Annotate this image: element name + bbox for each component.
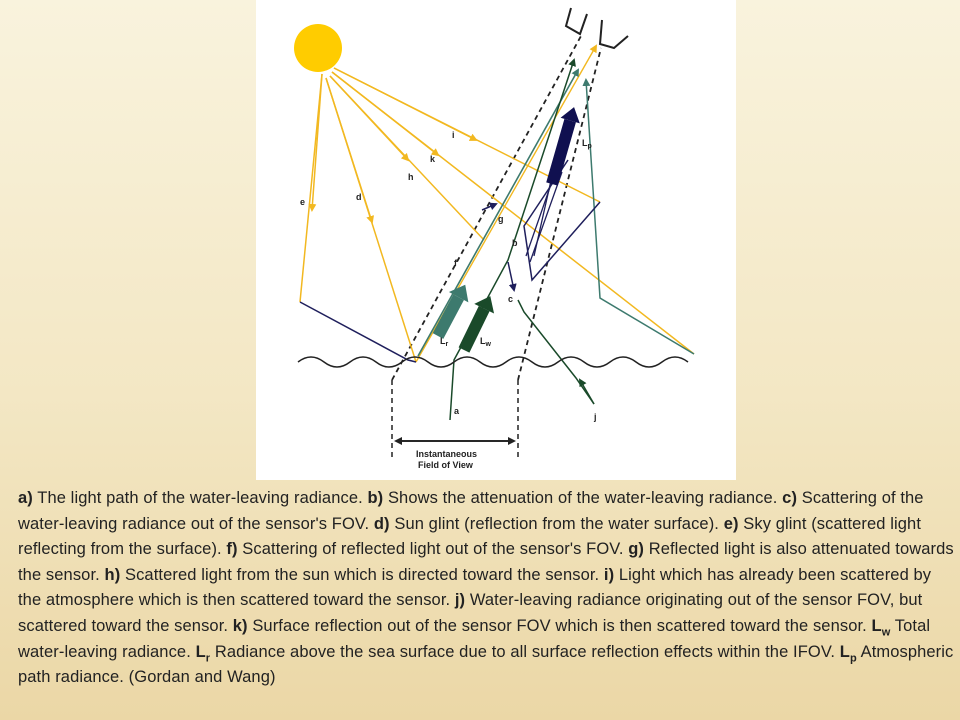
- remote-sensing-diagram: [256, 0, 736, 480]
- ray-skyglint: [300, 302, 416, 362]
- label-j: j: [594, 412, 597, 422]
- label-g: g: [498, 214, 504, 224]
- diagram-panel: [256, 0, 736, 480]
- label-a: a: [454, 406, 460, 416]
- caption-key: d): [373, 514, 390, 533]
- caption-key: e): [723, 514, 739, 533]
- sun-icon: [294, 24, 342, 72]
- caption-text: The light path of the water-leaving radiance.: [32, 489, 368, 507]
- caption-key: f): [226, 540, 238, 559]
- caption-text: Sky glint (scattered light reflecting from the surface).: [18, 514, 922, 559]
- caption-text: Scattering of reflected light out of the sensor's FOV.: [237, 540, 629, 559]
- ray-path-fan: [534, 176, 552, 256]
- label-d: d: [356, 192, 362, 202]
- caption-text: Shows the attenuation of the water-leaving radiance.: [383, 489, 783, 507]
- caption-text: Light which has already been scattered by the atmosphere which is then scattered toward the sensor.: [18, 565, 932, 610]
- caption-key: L: [195, 642, 206, 661]
- arrow-lp: [542, 104, 583, 186]
- caption-text: Scattered light from the sun which is directed toward the sensor.: [120, 565, 604, 584]
- fov-label-line2: Field of View: [418, 460, 473, 470]
- label-b: b: [512, 238, 518, 248]
- caption-text: Scattering of the water-leaving radiance out of the sensor's FOV.: [18, 489, 924, 533]
- ray-reflected-teal: [418, 70, 578, 356]
- caption-key: L: [839, 642, 850, 661]
- label-e: e: [300, 197, 306, 207]
- caption-key-subscript: w: [881, 626, 891, 639]
- caption-key: b): [367, 489, 384, 507]
- caption-key: j): [454, 591, 466, 610]
- caption: [18, 486, 954, 691]
- label-k: k: [430, 154, 436, 164]
- caption-text: Surface reflection out of the sensor FOV which is then scattered toward the sensor.: [247, 616, 872, 635]
- sensor-icon: [600, 20, 628, 48]
- caption-key: g): [628, 540, 645, 559]
- caption-key: h): [104, 565, 121, 584]
- ray-k-teal: [586, 80, 694, 354]
- label-lw: $L_w$: [480, 336, 491, 348]
- label-lr: $L_r$: [440, 336, 449, 348]
- caption-key-subscript: p: [849, 651, 857, 664]
- fov-label-line1: Instantaneous: [416, 449, 478, 459]
- ray-e: [300, 74, 322, 302]
- caption-key-subscript: r: [205, 651, 211, 664]
- sensor-icon: [566, 8, 587, 34]
- sea-surface: [298, 357, 688, 367]
- caption-text: Reflected light is also attenuated towards the sensor.: [18, 540, 954, 584]
- ray-e-arrow: [312, 74, 322, 210]
- ray-j-arrow: [580, 380, 594, 404]
- caption-key: L: [871, 616, 882, 635]
- caption-text: Total water-leaving radiance.: [18, 616, 931, 661]
- caption-text: Water-leaving radiance originating out of the sensor FOV, but scattered toward the sensor.: [18, 591, 923, 635]
- caption-text: Atmospheric path radiance. (Gordan and Wang): [18, 642, 954, 687]
- label-h: h: [408, 172, 414, 182]
- caption-key: i): [603, 565, 615, 584]
- label-c: c: [508, 294, 514, 304]
- caption-text: Sun glint (reflection from the water surface).: [389, 514, 724, 533]
- label-lp: $L_p$: [582, 138, 592, 150]
- label-f: f: [454, 258, 457, 268]
- caption-key: a): [18, 489, 33, 507]
- label-i: i: [452, 130, 455, 140]
- caption-text: Radiance above the sea surface due to all surface reflection effects within the IFOV.: [210, 642, 840, 661]
- caption-key: k): [232, 616, 248, 635]
- ray-c-arrow: [508, 262, 514, 290]
- caption-key: c): [782, 489, 798, 507]
- ray-path-fan: [530, 172, 562, 262]
- ray-h-arrow: [330, 76, 408, 160]
- ray-j: [518, 300, 594, 404]
- ray-d-arrow: [326, 78, 372, 222]
